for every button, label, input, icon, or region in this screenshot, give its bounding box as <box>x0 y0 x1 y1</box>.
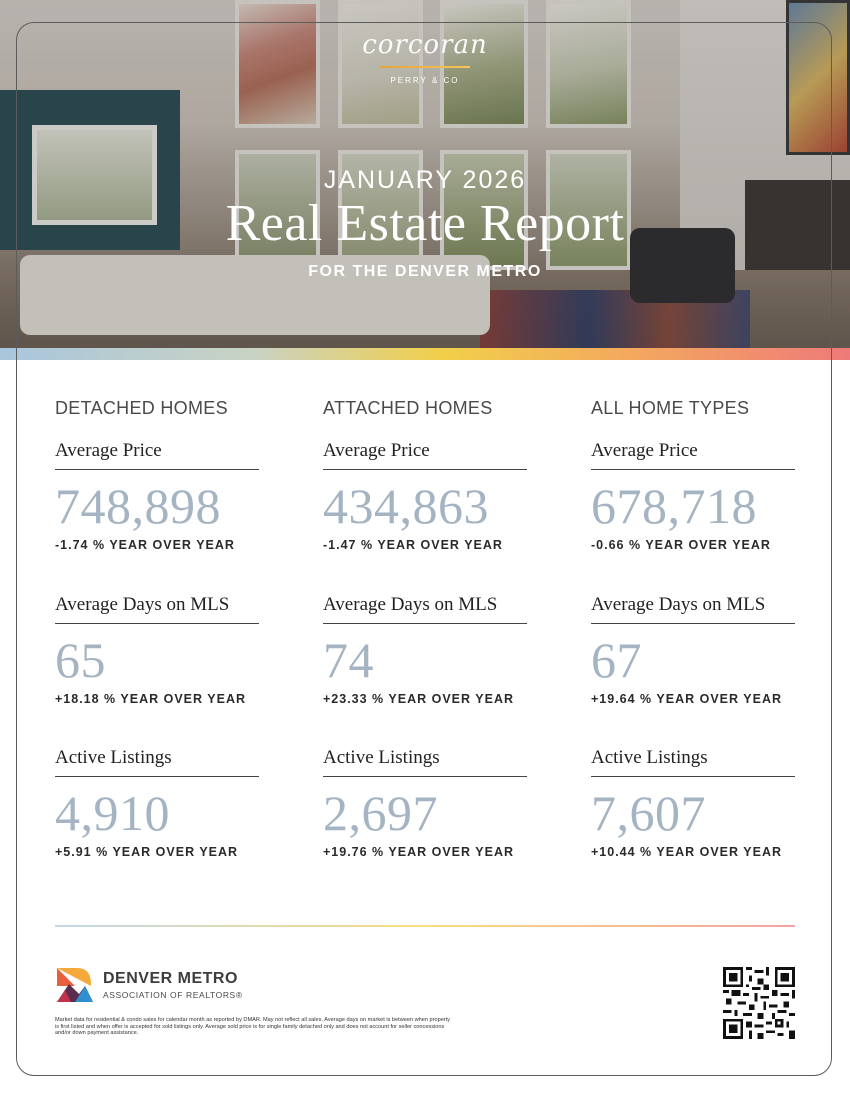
column-all-home-types <box>591 398 795 859</box>
metric-change: +23.33 % YEAR OVER YEAR <box>323 692 515 706</box>
category-heading: DETACHED HOMES <box>55 398 228 418</box>
dmar-logo-icon <box>55 966 95 1004</box>
metric-value: 65 <box>55 632 106 688</box>
report-title: Real Estate Report <box>225 195 625 252</box>
hero-photo <box>0 0 850 350</box>
category-heading: ALL HOME TYPES <box>591 398 750 418</box>
column-attached-homes <box>323 398 527 859</box>
metric-label: Active Listings <box>323 747 527 777</box>
disclaimer-text: Market data for residential & condo sales for calendar month as reported by DMAR. May not reflect all sales. Average days on market is between when property is first listed and when offer is accepted for sold listings only. Average sold price is for single family detached only and does not account for seller concessions and/or down payment assistance. <box>55 1017 451 1037</box>
metric-label: Active Listings <box>591 747 795 777</box>
metric-average-price <box>591 440 795 552</box>
metric-value: 7,607 <box>591 785 706 841</box>
metric-average-days <box>591 594 795 706</box>
qr-code-icon <box>723 967 795 1039</box>
metric-change: +19.76 % YEAR OVER YEAR <box>323 845 515 859</box>
metric-value: 678,718 <box>591 478 757 534</box>
category-heading: ATTACHED HOMES <box>323 398 493 418</box>
brand-logo-script: corcoran <box>362 30 488 60</box>
metric-change: -1.47 % YEAR OVER YEAR <box>323 538 503 552</box>
metric-average-price <box>323 440 527 552</box>
brand-logo <box>350 30 500 85</box>
metric-change: +10.44 % YEAR OVER YEAR <box>591 845 783 859</box>
metric-active-listings <box>591 747 795 859</box>
metric-value: 748,898 <box>55 478 221 534</box>
metric-active-listings <box>323 747 527 859</box>
brand-logo-sub: PERRY & CO <box>390 76 460 85</box>
gradient-divider <box>0 348 850 360</box>
metric-average-price <box>55 440 259 552</box>
metric-label: Average Price <box>591 440 795 470</box>
metric-change: -1.74 % YEAR OVER YEAR <box>55 538 235 552</box>
metric-value: 74 <box>323 632 374 688</box>
footer-divider <box>55 925 795 927</box>
metric-change: -0.66 % YEAR OVER YEAR <box>591 538 771 552</box>
metric-label: Average Days on MLS <box>323 594 527 624</box>
column-detached-homes <box>55 398 259 859</box>
metric-change: +18.18 % YEAR OVER YEAR <box>55 692 247 706</box>
metric-value: 434,863 <box>323 478 489 534</box>
metric-value: 67 <box>591 632 642 688</box>
metric-value: 2,697 <box>323 785 438 841</box>
org-name: DENVER METRO <box>103 970 238 987</box>
report-month: JANUARY 2026 <box>323 166 527 194</box>
metric-label: Average Days on MLS <box>55 594 259 624</box>
metric-change: +5.91 % YEAR OVER YEAR <box>55 845 239 859</box>
metric-active-listings <box>55 747 259 859</box>
metric-average-days <box>323 594 527 706</box>
metric-label: Average Days on MLS <box>591 594 795 624</box>
metric-label: Average Price <box>55 440 259 470</box>
metric-label: Active Listings <box>55 747 259 777</box>
metric-change: +19.64 % YEAR OVER YEAR <box>591 692 783 706</box>
metric-average-days <box>55 594 259 706</box>
report-subtitle: FOR THE DENVER METRO <box>308 263 542 280</box>
metric-label: Average Price <box>323 440 527 470</box>
metric-value: 4,910 <box>55 785 170 841</box>
org-subtitle: ASSOCIATION OF REALTORS® <box>103 990 243 1000</box>
